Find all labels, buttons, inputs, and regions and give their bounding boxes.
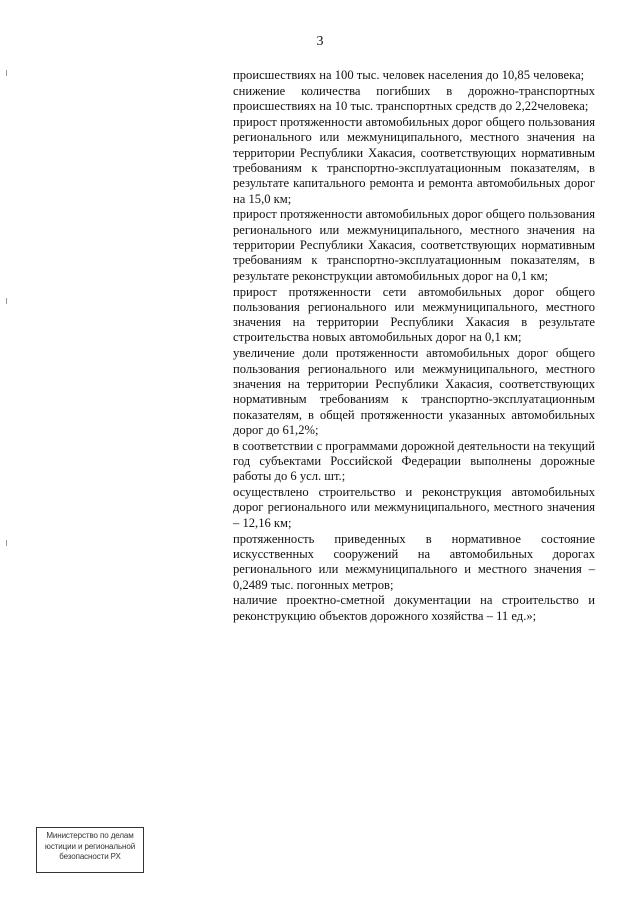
paragraph-10: наличие проектно-сметной документации на строительство и реконструкцию объектов дорожного хозяйства – 11 ед.»; xyxy=(233,593,595,623)
scan-margin-mark xyxy=(6,540,7,546)
paragraph-4: прирост протяженности автомобильных дорог общего пользования регионального или межмуниципального, местного значения на территории Республики Хакасия, соответствующих нормативным требованиям к транспортно-эксплуатационным показателям, в результате реконструкции автомобильных дорог на 0,1 км; xyxy=(233,207,595,283)
registration-stamp xyxy=(36,827,144,873)
paragraph-8: осуществлено строительство и реконструкция автомобильных дорог регионального или межмуниципального, местного значения – 12,16 км; xyxy=(233,485,595,530)
paragraph-2: снижение количества погибших в дорожно-транспортных происшествиях на 10 тыс. транспортных средств до 2,22человека; xyxy=(233,83,595,114)
scan-margin-mark xyxy=(6,70,7,76)
page-number: 3 xyxy=(316,34,324,49)
paragraph-9: протяженность приведенных в нормативное состояние искусственных сооружений на автомобильных дорогах регионального или межмуниципального и местного значения – 0,2489 тыс. погонных метров; xyxy=(233,531,595,592)
document-body xyxy=(233,68,595,625)
paragraph-6: увеличение доли протяженности автомобильных дорог общего пользования регионального или межмуниципального, местного значения на территории Республики Хакасия, соответствующих нормативным требованиям к транспортно-эксплуатационным показателям, в общей протяженности указанных автомобильных дорог до 61,2%; xyxy=(233,346,595,437)
stamp-line-3: безопасности РХ xyxy=(59,852,121,861)
scan-margin-mark xyxy=(6,298,7,304)
paragraph-3: прирост протяженности автомобильных дорог общего пользования регионального или межмуниципального, местного значения на территории Республики Хакасия, соответствующих нормативным требованиям к транспортно-эксплуатационным показателям, в результате капитального ремонта и ремонта автомобильных дорог на 15,0 км; xyxy=(233,115,595,206)
stamp-line-2: юстиции и региональной xyxy=(44,841,136,851)
paragraph-7: в соответствии с программами дорожной деятельности на текущий год субъектами Российской Федерации выполнены дорожные работы до 6 усл. шт.; xyxy=(233,438,595,484)
stamp-line-1: Министерство по делам xyxy=(46,831,134,840)
paragraph-1: происшествиях на 100 тыс. человек населения до 10,85 человека; xyxy=(233,68,585,82)
paragraph-5: прирост протяженности сети автомобильных дорог общего пользования регионального или межмуниципального, местного значения на территории Республики Хакасия в результате строительства новых автомобильных дорог на 0,1 км; xyxy=(233,284,595,345)
